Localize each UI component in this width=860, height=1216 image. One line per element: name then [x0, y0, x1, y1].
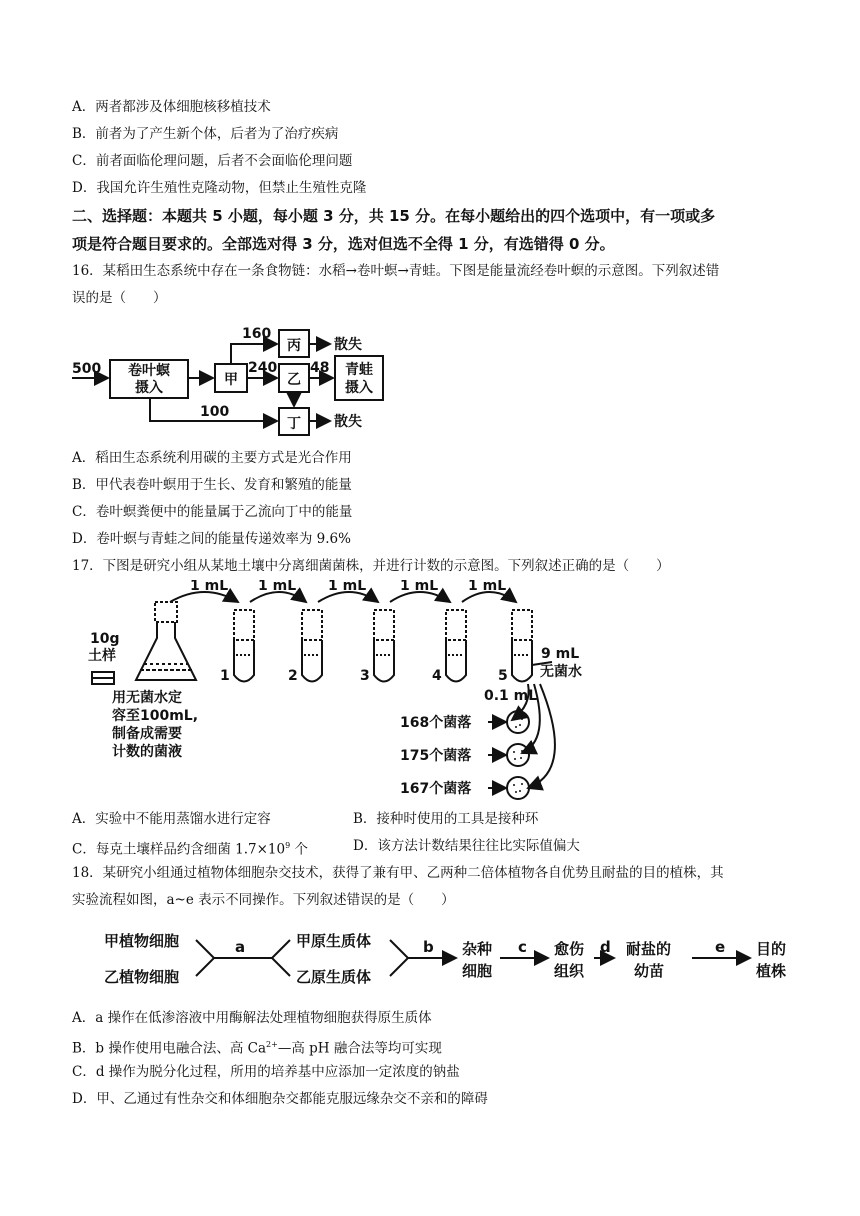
q18-op-b: b — [423, 938, 434, 956]
q17-tube-4: 4 — [432, 668, 442, 684]
section2-heading-line1: 二、选择题：本题共 5 小题，每小题 3 分，共 15 分。在每小题给出的四个选项中，有一项或多 — [72, 207, 716, 225]
q18-cell-b: 乙植物细胞 — [104, 968, 180, 986]
q16-box-ding: 丁 — [287, 416, 301, 432]
q16-stem-line2: 误的是（ ） — [72, 290, 167, 306]
q17-transfer-5: 1 mL — [468, 580, 507, 594]
q16-loss-label-1: 散失 — [334, 337, 362, 353]
q17-flask-label-4: 计数的菌液 — [112, 744, 182, 760]
q18-hybrid-1: 杂种 — [462, 940, 493, 958]
q17-water-label-2: 无菌水 — [540, 664, 582, 680]
q17-inoculum-label: 0.1 mL — [484, 688, 538, 704]
q17-tube-1: 1 — [220, 668, 230, 684]
q16-value-160: 160 — [242, 326, 272, 342]
q17-option-c-text: C．每克土壤样品约含细菌 1.7×10 — [72, 841, 286, 858]
q18-callus-1: 愈伤 — [554, 940, 585, 958]
q16-energy-flow-diagram — [0, 318, 860, 448]
q17-flask-label-2: 容至100mL, — [112, 708, 199, 724]
q18-protoplast-a: 甲原生质体 — [296, 932, 372, 950]
q16-box-yi: 乙 — [287, 372, 301, 388]
q17-flask-label-1: 用无菌水定 — [112, 690, 182, 706]
q18-target-1: 目的 — [756, 940, 787, 958]
q17-option-c-exponent: 9 — [285, 841, 291, 850]
q17-soil-label-2: 土样 — [88, 648, 116, 664]
q17-tube-3: 3 — [360, 668, 370, 684]
q16-value-48: 48 — [310, 360, 330, 376]
q16-value-100: 100 — [200, 404, 230, 420]
q18-callus-2: 组织 — [554, 962, 585, 980]
q18-protoplast-b: 乙原生质体 — [296, 968, 372, 986]
q17-tube-2: 2 — [288, 668, 298, 684]
q15-option-d: D．我国允许生殖性克隆动物，但禁止生殖性克隆 — [72, 180, 367, 196]
q18-stem-line2: 实验流程如图，a~e 表示不同操作。下列叙述错误的是（ ） — [72, 892, 455, 908]
q18-protoplast-fusion-diagram — [0, 920, 860, 1002]
q18-op-a: a — [235, 938, 246, 956]
q17-option-c — [72, 836, 308, 860]
q16-source-label-1: 卷叶螟 — [128, 363, 170, 379]
q16-box-jia: 甲 — [224, 372, 238, 388]
q17-transfer-1: 1 mL — [190, 580, 229, 594]
q15-option-c: C．前者面临伦理问题，后者不会面临伦理问题 — [72, 153, 353, 169]
q18-option-c: C．d 操作为脱分化过程，所用的培养基中应添加一定浓度的钠盐 — [72, 1064, 460, 1080]
q16-option-b: B．甲代表卷叶螟用于生长、发育和繁殖的能量 — [72, 477, 352, 493]
q18-seedling-1: 耐盐的 — [626, 940, 672, 958]
q17-plate-count-2: 175个菌落 — [400, 748, 472, 764]
q18-cell-a: 甲植物细胞 — [104, 932, 180, 950]
q17-plate-count-3: 167个菌落 — [400, 781, 472, 797]
q17-water-label-1: 9 mL — [541, 646, 580, 662]
q15-option-a: A．两者都涉及体细胞核移植技术 — [72, 99, 271, 115]
q18-op-c: c — [518, 938, 527, 956]
section2-heading-line2: 项是符合题目要求的。全部选对得 3 分，选对但选不全得 1 分，有选错得 0 分。 — [72, 235, 615, 253]
q16-frog-label-1: 青蛙 — [345, 362, 373, 378]
q18-option-a: A．a 操作在低渗溶液中用酶解法处理植物细胞获得原生质体 — [72, 1010, 432, 1026]
q16-input-value: 500 — [72, 361, 102, 377]
q17-option-a: A．实验中不能用蒸馏水进行定容 — [72, 811, 271, 827]
q16-frog-label-2: 摄入 — [345, 380, 373, 396]
q17-option-b: B．接种时使用的工具是接种环 — [353, 811, 539, 827]
q18-option-b-text: B．b 操作使用电融合法、高 Ca — [72, 1040, 267, 1057]
q18-stem-line1: 18．某研究小组通过植物体细胞杂交技术，获得了兼有甲、乙两种二倍体植物各自优势且耐盐的目的植株，其 — [72, 865, 724, 881]
q16-source-label-2: 摄入 — [135, 380, 163, 396]
q16-stem-line1: 16．某稻田生态系统中存在一条食物链：水稻→卷叶螟→青蛙。下图是能量流经卷叶螟的示意图。下列叙述错 — [72, 263, 720, 279]
q18-seedling-2: 幼苗 — [634, 962, 665, 980]
q17-tube-5: 5 — [498, 668, 508, 684]
q18-hybrid-2: 细胞 — [462, 962, 493, 980]
q18-option-b — [72, 1035, 442, 1059]
q17-transfer-4: 1 mL — [400, 580, 439, 594]
q17-stem: 17．下图是研究小组从某地土壤中分离细菌菌株，并进行计数的示意图。下列叙述正确的是（ ） — [72, 558, 670, 574]
q18-option-b-rest: —高 pH 融合法等均可实现 — [277, 1040, 442, 1057]
q16-option-d: D．卷叶螟与青蛙之间的能量传递效率为 9.6% — [72, 531, 351, 547]
q17-plate-count-1: 168个菌落 — [400, 715, 472, 731]
q17-flask-label-3: 制备成需要 — [112, 726, 182, 742]
q17-option-c-unit: 个 — [290, 841, 308, 858]
q16-box-bing: 丙 — [287, 338, 301, 354]
q18-op-d: d — [600, 938, 611, 956]
q18-option-d: D．甲、乙通过有性杂交和体细胞杂交都能克服远缘杂交不亲和的障碍 — [72, 1091, 488, 1107]
q15-option-b: B．前者为了产生新个体，后者为了治疗疾病 — [72, 126, 339, 142]
q17-soil-label-1: 10g — [90, 631, 120, 647]
q16-value-240: 240 — [248, 360, 278, 376]
q18-target-2: 植株 — [756, 962, 787, 980]
q17-transfer-2: 1 mL — [258, 580, 297, 594]
q17-option-d: D．该方法计数结果往往比实际值偏大 — [353, 838, 580, 854]
q17-dilution-diagram — [0, 580, 860, 805]
q16-option-c: C．卷叶螟粪便中的能量属于乙流向丁中的能量 — [72, 504, 353, 520]
q17-transfer-3: 1 mL — [328, 580, 367, 594]
q18-option-b-charge: 2+ — [266, 1040, 278, 1049]
q18-op-e: e — [715, 938, 726, 956]
q16-loss-label-2: 散失 — [334, 414, 362, 430]
q16-option-a: A．稻田生态系统利用碳的主要方式是光合作用 — [72, 450, 352, 466]
